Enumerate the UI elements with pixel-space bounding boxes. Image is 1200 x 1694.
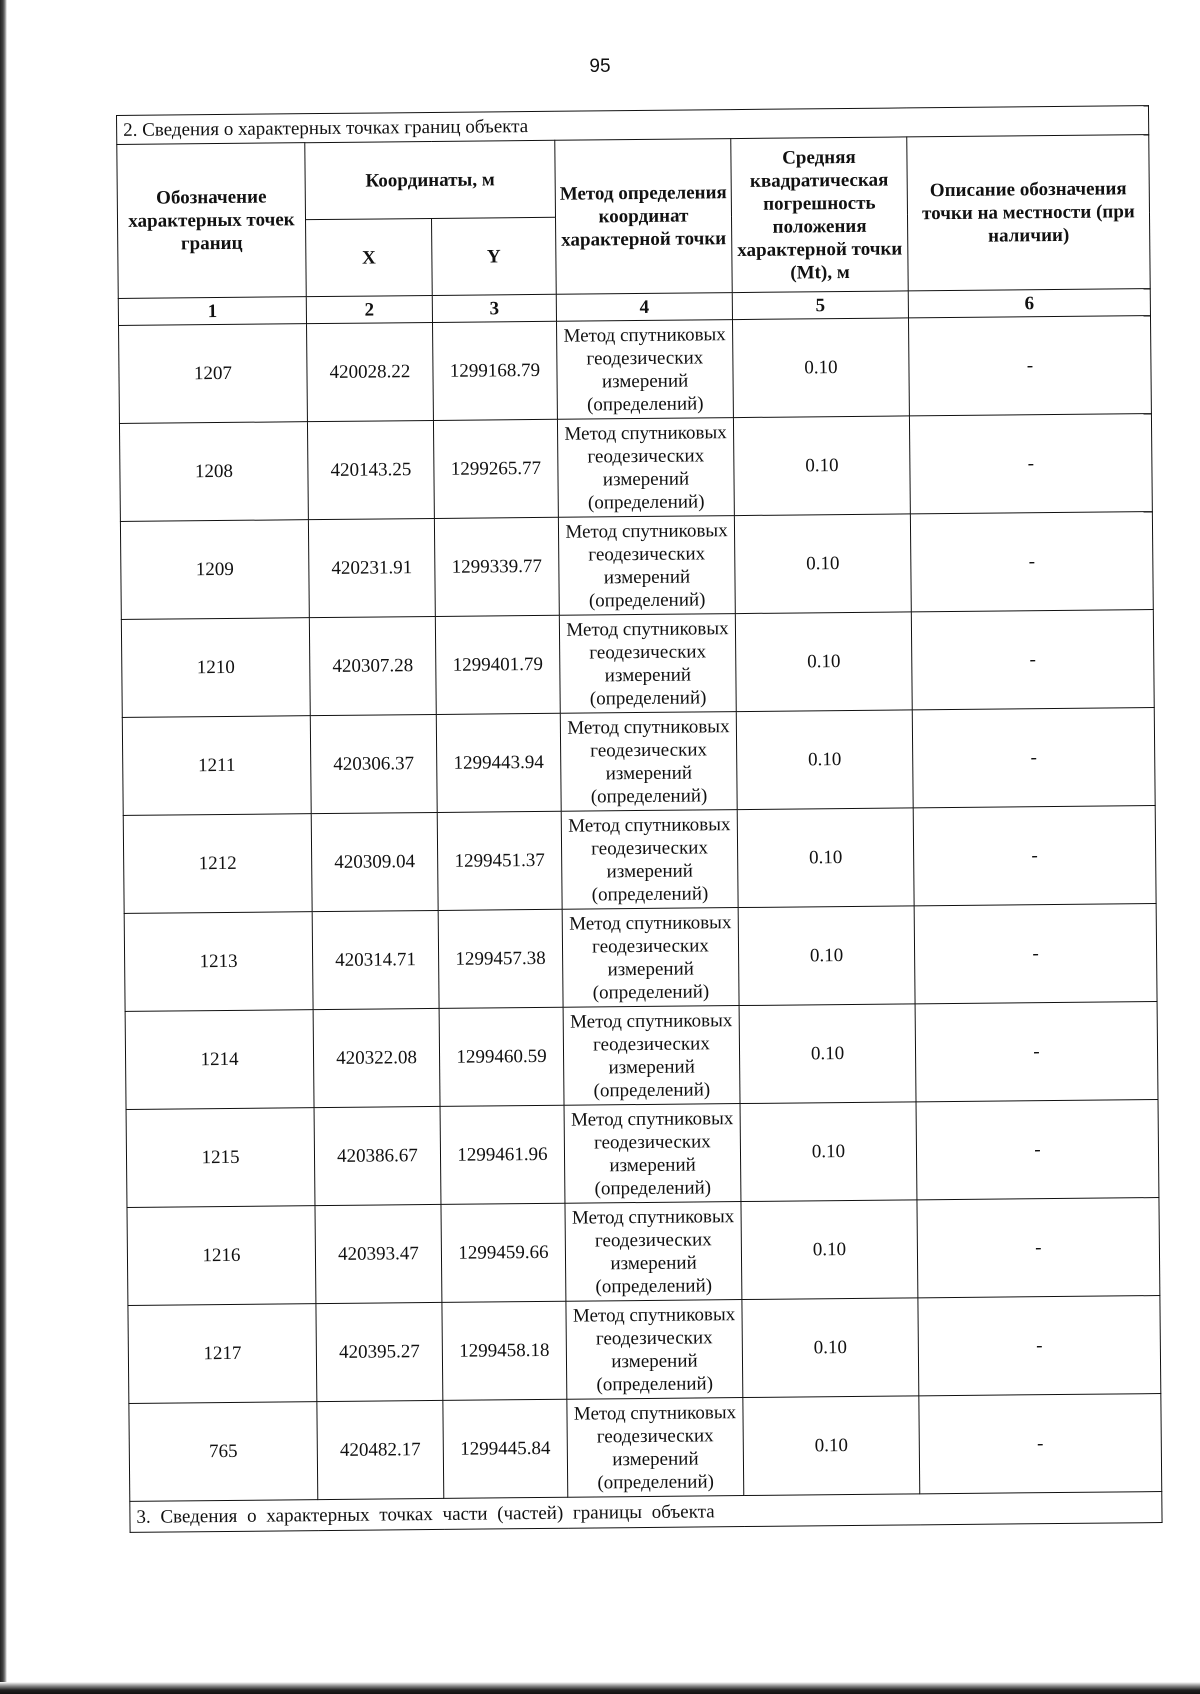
table-row — [124, 904, 1157, 1012]
error-value: 0.10 — [739, 1004, 916, 1104]
coord-y: 1299460.59 — [439, 1007, 564, 1106]
table-row — [120, 512, 1153, 620]
error-value: 0.10 — [735, 612, 912, 712]
section-2-title: 2. Сведения о характерных точках границ объекта — [117, 106, 1149, 145]
description-value: - — [913, 806, 1156, 906]
coord-y: 1299401.79 — [435, 615, 560, 714]
header-mean-square-error: Средняя квадратическая погрешность положения характерной точки (Mt), м — [731, 137, 908, 293]
page-number: 95 — [589, 56, 611, 77]
coord-y: 1299451.37 — [437, 811, 562, 910]
scan-left-edge — [0, 0, 7, 1694]
method-cell: Метод спутниковых геодезических измерений (определений) — [565, 1202, 742, 1302]
column-number: 3 — [432, 294, 556, 322]
description-value: - — [915, 1002, 1158, 1102]
error-value: 0.10 — [733, 416, 910, 516]
boundary-points-table — [116, 105, 1163, 1533]
method-cell: Метод спутниковых геодезических измерений (определений) — [567, 1398, 744, 1498]
description-value: - — [916, 1100, 1159, 1200]
column-number: 6 — [908, 289, 1150, 318]
point-id: 1216 — [127, 1206, 316, 1306]
header-point-designation: Обозначение характерных точек границ — [117, 143, 306, 299]
coord-x: 420393.47 — [315, 1204, 442, 1303]
method-cell: Метод спутниковых геодезических измерений (определений) — [560, 712, 737, 812]
description-value: - — [912, 708, 1155, 808]
description-value: - — [908, 316, 1151, 416]
point-id: 1208 — [119, 422, 308, 522]
description-value: - — [914, 904, 1157, 1004]
coord-y: 1299457.38 — [438, 909, 563, 1008]
header-point-description: Описание обозначения точки на местности (при наличии) — [907, 135, 1150, 291]
table-row — [129, 1394, 1162, 1502]
method-cell: Метод спутниковых геодезических измерений (определений) — [562, 908, 739, 1008]
method-cell: Метод спутниковых геодезических измерений (определений) — [558, 516, 735, 616]
method-cell: Метод спутниковых геодезических измерений (определений) — [563, 1006, 740, 1106]
coord-x: 420309.04 — [311, 812, 438, 911]
coord-x: 420314.71 — [312, 910, 439, 1009]
description-value: - — [910, 512, 1153, 612]
coord-x: 420143.25 — [307, 420, 434, 519]
method-cell: Метод спутниковых геодезических измерений (определений) — [564, 1104, 741, 1204]
column-number: 1 — [118, 297, 306, 326]
point-id: 1214 — [125, 1010, 314, 1110]
point-id: 1211 — [122, 716, 311, 816]
coord-x: 420322.08 — [313, 1008, 440, 1107]
table-row — [126, 1100, 1159, 1208]
coord-y: 1299265.77 — [433, 419, 558, 518]
coord-y: 1299443.94 — [436, 713, 561, 812]
coord-x: 420028.22 — [307, 322, 434, 421]
table-row — [127, 1198, 1160, 1306]
error-value: 0.10 — [742, 1298, 919, 1398]
coord-y: 1299339.77 — [434, 517, 559, 616]
table-row — [128, 1296, 1161, 1404]
method-cell: Метод спутниковых геодезических измерений (определений) — [561, 810, 738, 910]
column-number: 4 — [556, 293, 732, 322]
coord-x: 420306.37 — [310, 714, 437, 813]
table-row — [119, 316, 1152, 424]
error-value: 0.10 — [741, 1200, 918, 1300]
point-id: 1217 — [128, 1304, 317, 1404]
method-cell: Метод спутниковых геодезических измерений (определений) — [566, 1300, 743, 1400]
table-row — [125, 1002, 1158, 1110]
coord-y: 1299168.79 — [433, 321, 558, 420]
error-value: 0.10 — [737, 808, 914, 908]
point-id: 1210 — [121, 618, 310, 718]
description-value: - — [918, 1296, 1161, 1396]
error-value: 0.10 — [738, 906, 915, 1006]
method-cell: Метод спутниковых геодезических измерений (определений) — [559, 614, 736, 714]
coord-x: 420231.91 — [308, 518, 435, 617]
coord-x: 420482.17 — [317, 1400, 444, 1499]
table-row — [121, 610, 1154, 718]
table-row — [119, 414, 1152, 522]
point-id: 1209 — [120, 520, 309, 620]
point-id: 1212 — [123, 814, 312, 914]
header-y: Y — [432, 217, 557, 295]
method-cell: Метод спутниковых геодезических измерений (определений) — [557, 418, 734, 518]
error-value: 0.10 — [740, 1102, 917, 1202]
point-id: 765 — [129, 1402, 318, 1502]
point-id: 1207 — [119, 324, 308, 424]
coord-x: 420307.28 — [309, 616, 436, 715]
description-value: - — [909, 414, 1152, 514]
method-cell: Метод спутниковых геодезических измерений (определений) — [557, 320, 734, 420]
coord-y: 1299459.66 — [441, 1203, 566, 1302]
column-number: 2 — [306, 295, 432, 323]
coord-y: 1299445.84 — [443, 1399, 568, 1498]
scan-bottom-edge — [0, 1682, 1200, 1694]
point-id: 1215 — [126, 1108, 315, 1208]
table-row — [123, 806, 1156, 914]
error-value: 0.10 — [732, 318, 909, 418]
section-3-title: 3. Сведения о характерных точках части (частей) границы объекта — [130, 1492, 1162, 1533]
coord-x: 420386.67 — [314, 1106, 441, 1205]
description-value: - — [919, 1394, 1162, 1494]
coord-y: 1299461.96 — [440, 1105, 565, 1204]
description-value: - — [911, 610, 1154, 710]
coord-y: 1299458.18 — [442, 1301, 567, 1400]
error-value: 0.10 — [743, 1396, 920, 1496]
document-sheet — [116, 105, 1162, 1533]
error-value: 0.10 — [734, 514, 911, 614]
point-id: 1213 — [124, 912, 313, 1012]
error-value: 0.10 — [736, 710, 913, 810]
header-coordinates: Координаты, м — [305, 140, 556, 219]
description-value: - — [917, 1198, 1160, 1298]
column-number: 5 — [732, 291, 908, 320]
coord-x: 420395.27 — [316, 1302, 443, 1401]
header-method: Метод определения координат характерной точки — [555, 139, 732, 295]
header-x: X — [306, 218, 433, 296]
table-row — [122, 708, 1155, 816]
